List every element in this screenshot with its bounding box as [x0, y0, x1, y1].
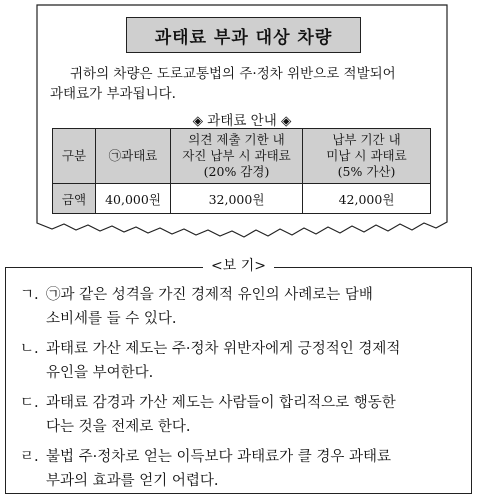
bogi-items — [20, 283, 465, 499]
col-header-base-fee: ㉠과태료 — [96, 129, 171, 184]
cell-base-fee: 40,000원 — [96, 184, 171, 214]
cell-reduced-fee: 32,000원 — [171, 184, 303, 214]
notice-body-line: 과태료가 부과됩니다. — [50, 86, 176, 102]
item-line: 과태료 가산 제도는 주·정차 위반자에게 긍정적인 경제적 — [46, 341, 401, 357]
item-marker: ㄱ. — [20, 287, 39, 303]
item-marker: ㄴ. — [20, 341, 39, 357]
notice-body — [50, 64, 442, 104]
fee-table — [52, 128, 431, 214]
item-line: 부과의 효과를 얻기 어렵다. — [46, 473, 219, 489]
notice-body-line: 귀하의 차량은 도로교통법의 주·정차 위반으로 적발되어 — [70, 66, 396, 82]
bogi-item-nieun — [20, 337, 465, 385]
col-header-surcharge-fee: 납부 기간 내 미납 시 과태료 (5% 가산) — [303, 129, 431, 184]
item-line: 유인을 부여한다. — [46, 365, 154, 381]
bogi-title: <보 기> — [0, 255, 477, 275]
row-header-amount: 금액 — [53, 184, 96, 214]
item-line: ㉠과 같은 성격을 가진 경제적 유인의 사례로는 담배 — [46, 287, 373, 303]
violation-notice — [36, 4, 448, 244]
cell-surcharge-fee: 42,000원 — [303, 184, 431, 214]
item-line: 불법 주·정차로 얻는 이득보다 과태료가 클 경우 과태료 — [46, 449, 392, 465]
bogi-item-rieul — [20, 445, 465, 493]
item-marker: ㄹ. — [20, 449, 39, 465]
item-line: 소비세를 들 수 있다. — [46, 311, 177, 327]
item-marker: ㄷ. — [20, 395, 39, 411]
col-header-reduced-fee: 의견 제출 기한 내 자진 납부 시 과태료 (20% 감경) — [171, 129, 303, 184]
fee-info-heading: ◈ 과태료 안내 ◈ — [192, 113, 292, 129]
row-header-category: 구분 — [53, 129, 96, 184]
notice-title: 과태료 부과 대상 차량 — [126, 17, 361, 53]
item-line: 과태료 감경과 가산 제도는 사람들이 합리적으로 행동한 — [46, 395, 396, 411]
bogi-item-giyeok — [20, 283, 465, 331]
bogi-item-digeut — [20, 391, 465, 439]
item-line: 다는 것을 전제로 한다. — [46, 419, 191, 435]
